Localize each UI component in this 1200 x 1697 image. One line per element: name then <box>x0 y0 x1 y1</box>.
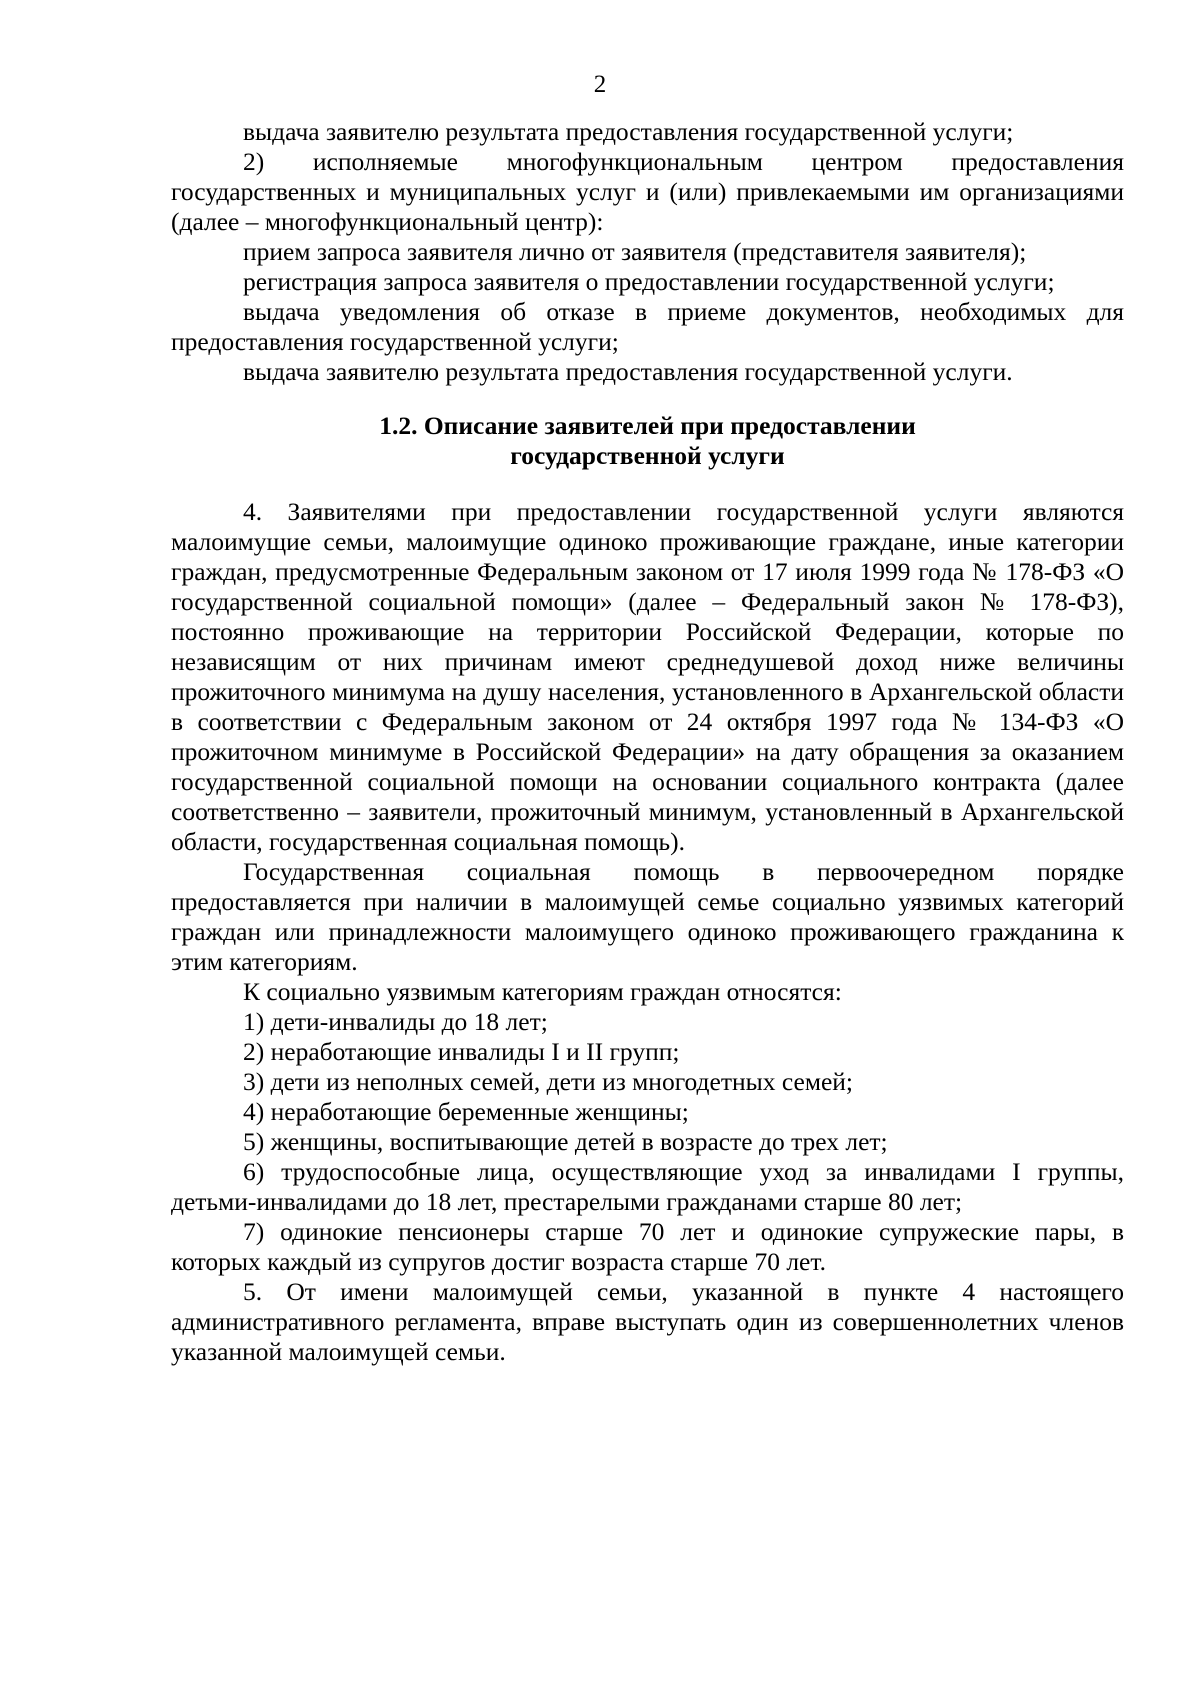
paragraph: 4. Заявителями при предоставлении государственной услуги являются малоимущие семьи, малоимущие одиноко проживающие граждане, иные категории граждан, предусмотренные Федеральным законом от 17 июля 1999 года № 178-ФЗ «О государственной социальной помощи» (далее – Федеральный закон № 178-ФЗ), постоянно проживающие на территории Российской Федерации, которые по независящим от них причинам имеют среднедушевой доход ниже величины прожиточного минимума на душу населения, установленного в Архангельской области в соответствии с Федеральным законом от 24 октября 1997 года № 134-ФЗ «О прожиточном минимуме в Российской Федерации» на дату обращения за оказанием государственной социальной помощи на основании социального контракта (далее соответственно – заявители, прожиточный минимум, установленный в Архангельской области, государственная социальная помощь). <box>171 497 1124 856</box>
paragraph: К социально уязвимым категориям граждан относятся: <box>243 977 842 1006</box>
paragraph: Государственная социальная помощь в первоочередном порядке предоставляется при наличии в малоимущей семье социально уязвимых категорий граждан или принадлежности малоимущего одиноко проживающего гражданина к этим категориям. <box>171 857 1124 976</box>
paragraph: прием запроса заявителя лично от заявителя (представителя заявителя); <box>243 237 1027 266</box>
section-heading-line-1: 1.2. Описание заявителей при предоставлении <box>379 411 916 440</box>
paragraph: регистрация запроса заявителя о предоставлении государственной услуги; <box>243 267 1055 296</box>
paragraph: 5. От имени малоимущей семьи, указанной в пункте 4 настоящего административного регламента, вправе выступать один из совершеннолетних членов указанной малоимущей семьи. <box>171 1277 1124 1366</box>
list-item: 4) неработающие беременные женщины; <box>243 1097 689 1126</box>
list-item: 5) женщины, воспитывающие детей в возрасте до трех лет; <box>243 1127 888 1156</box>
paragraph: выдача заявителю результата предоставления государственной услуги. <box>243 357 1013 386</box>
page-number: 2 <box>593 71 607 98</box>
paragraph: 2) исполняемые многофункциональным центром предоставления государственных и муниципальных услуг и (или) привлекаемыми им организациями (далее – многофункциональный центр): <box>171 147 1124 236</box>
paragraph: выдача заявителю результата предоставления государственной услуги; <box>243 117 1014 146</box>
list-item: 6) трудоспособные лица, осуществляющие уход за инвалидами I группы, детьми-инвалидами до 18 лет, престарелыми гражданами старше 80 лет; <box>171 1157 1124 1216</box>
section-heading-line-2: государственной услуги <box>510 441 785 470</box>
document-body <box>171 117 1124 1367</box>
list-item: 2) неработающие инвалиды I и II групп; <box>243 1037 680 1066</box>
list-item: 3) дети из неполных семей, дети из многодетных семей; <box>243 1067 854 1096</box>
paragraph: выдача уведомления об отказе в приеме документов, необходимых для предоставления государственной услуги; <box>171 297 1124 356</box>
section-heading <box>171 411 1124 471</box>
list-item: 7) одинокие пенсионеры старше 70 лет и одинокие супружеские пары, в которых каждый из супругов достиг возраста старше 70 лет. <box>171 1217 1124 1276</box>
list-item: 1) дети-инвалиды до 18 лет; <box>243 1007 548 1036</box>
